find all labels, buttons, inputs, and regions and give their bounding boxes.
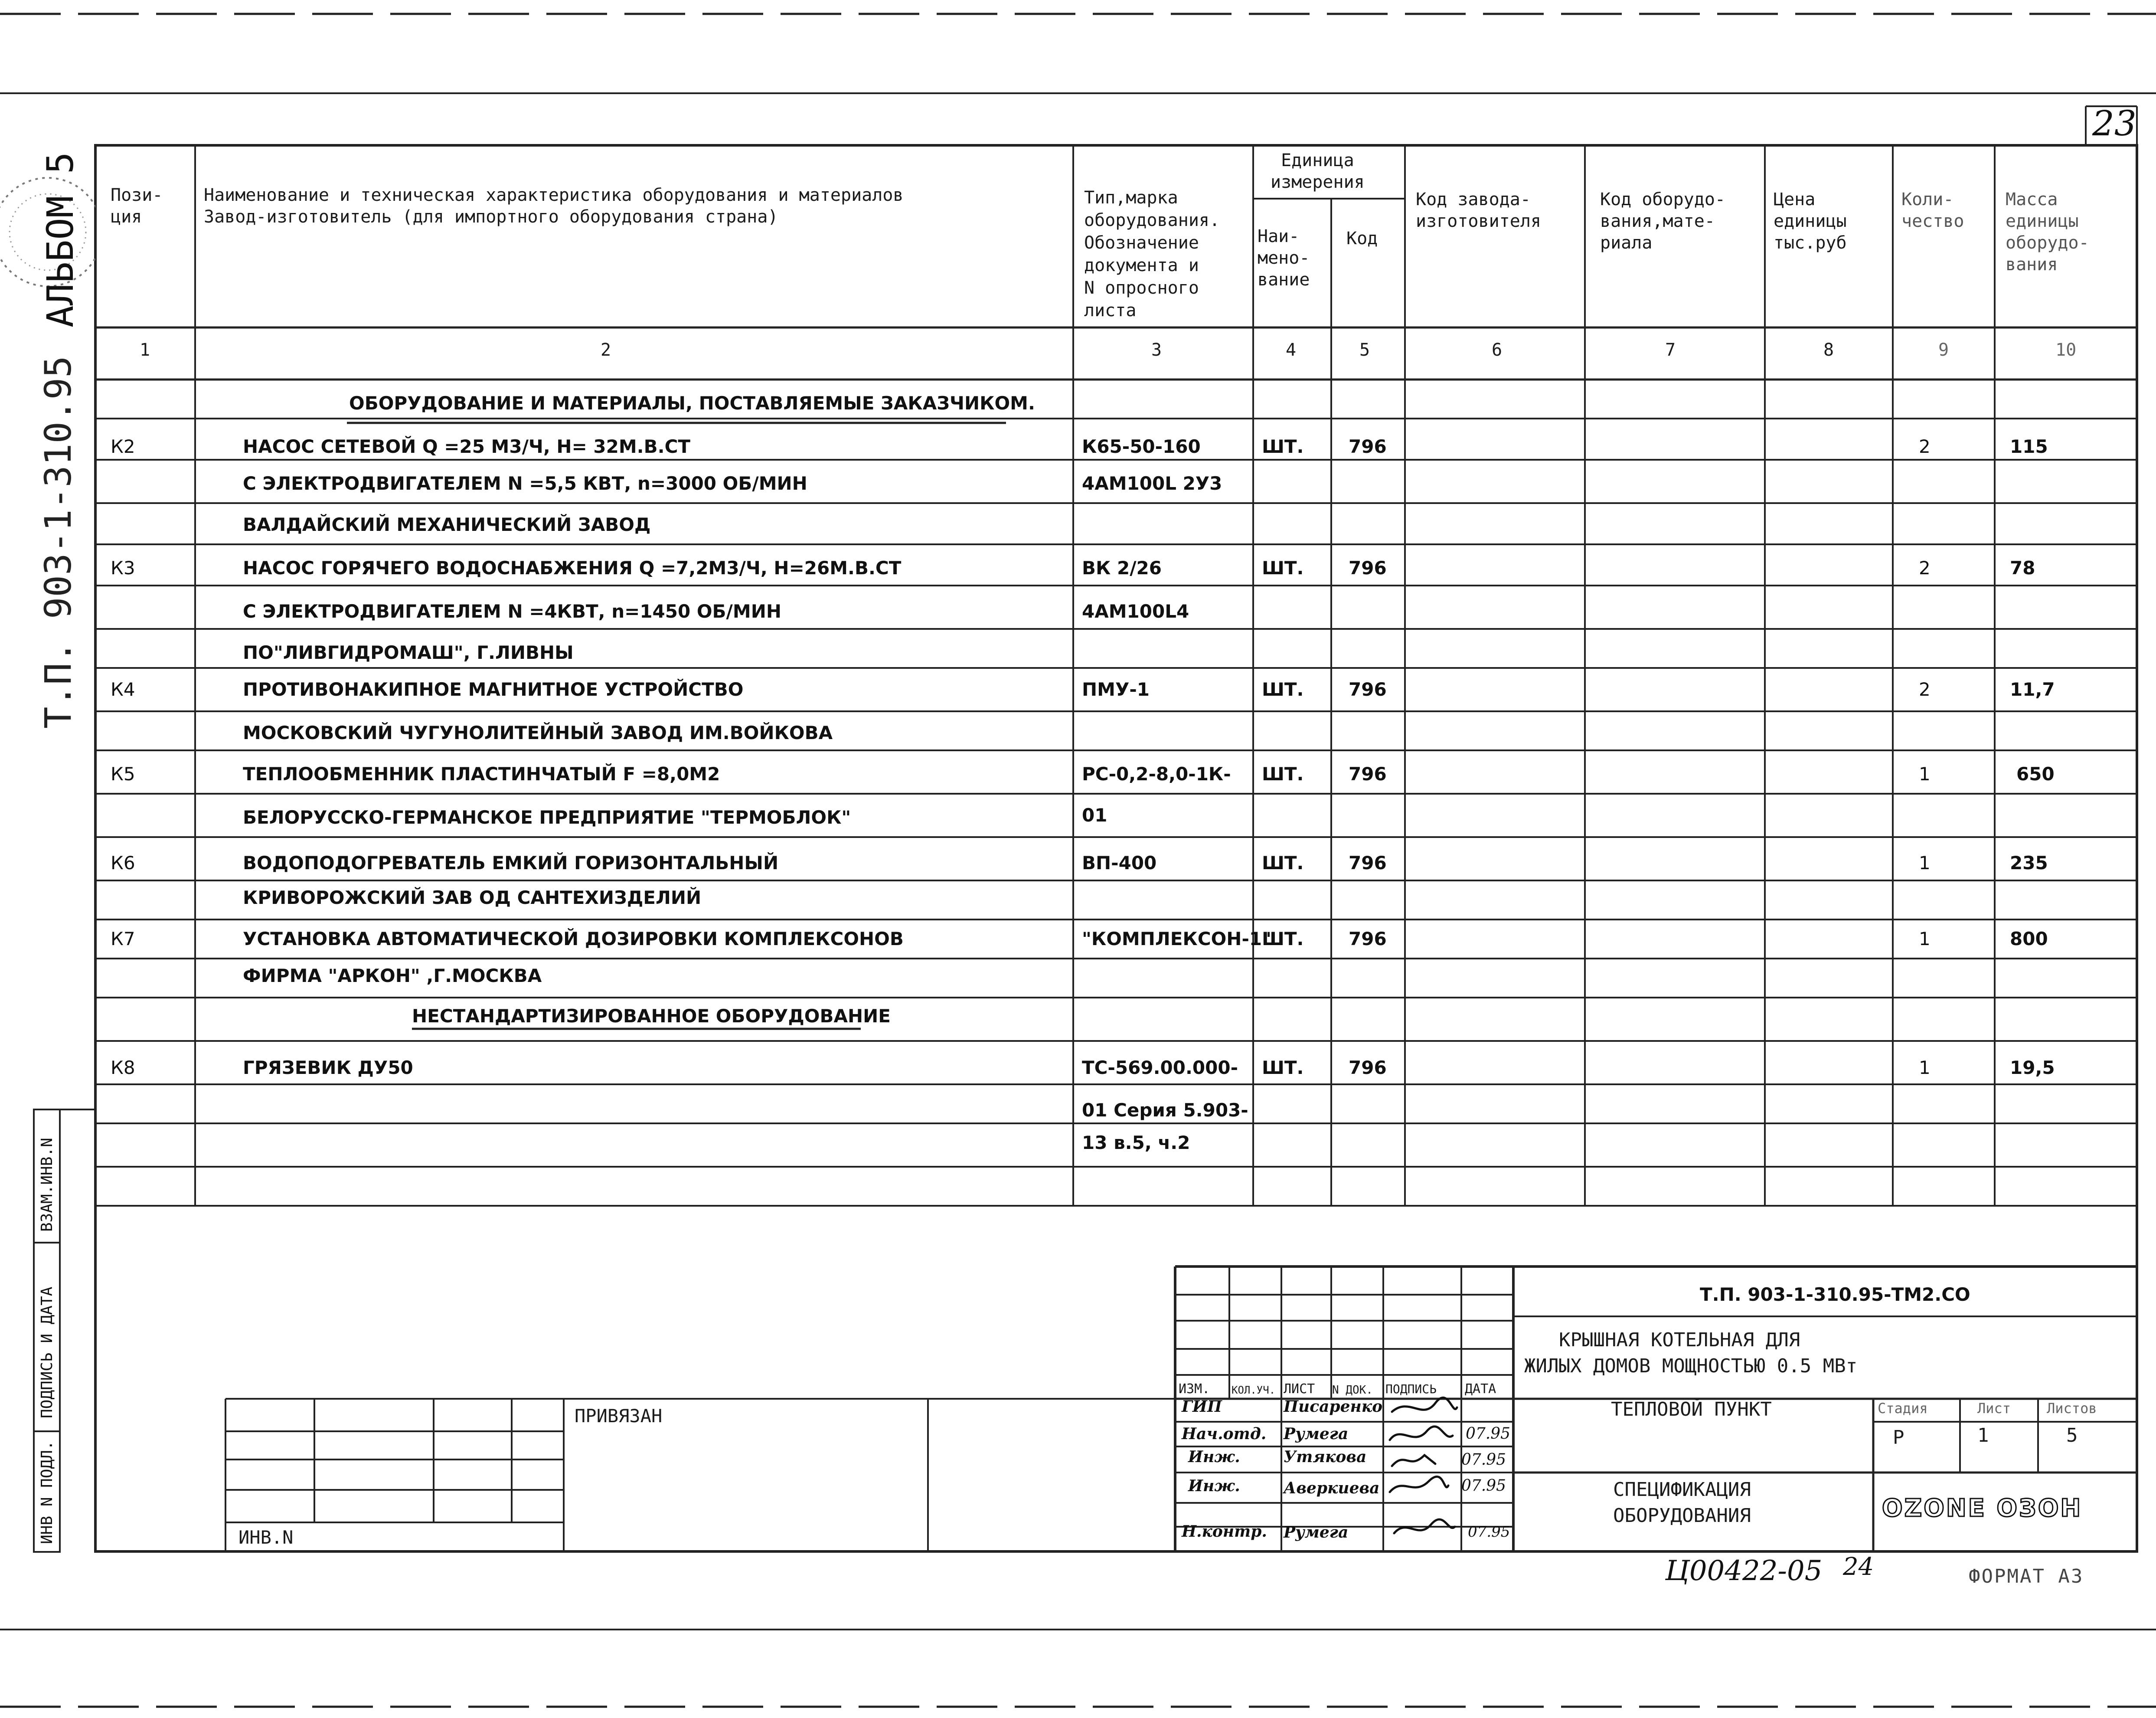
stamp-sheets-label: Листов <box>2047 1400 2097 1417</box>
row-code: 796 <box>1349 928 1387 949</box>
header-unit-name: Наи- мено- вание <box>1258 226 1310 290</box>
header-position: Пози- ция <box>111 185 163 227</box>
row-position: К5 <box>111 763 135 785</box>
page-number: 23 <box>2092 103 2136 144</box>
signer-name: Аверкиева <box>1284 1479 1380 1497</box>
row-mass: 19,5 <box>2010 1057 2055 1078</box>
signer-role: ГИП <box>1182 1397 1222 1416</box>
col-number: 4 <box>1286 340 1297 360</box>
signer-date: 07.95 <box>1461 1451 1506 1469</box>
header-qty: Коли- чество <box>1901 190 1964 231</box>
header-name-line1: Наименование и техническая характеристика оборудования и материалов <box>204 185 904 205</box>
header-type: Тип,марка оборудования. Обозначение документа и N опросного листа <box>1084 188 1220 321</box>
row-name: НАСОС СЕТЕВОЙ Q =25 М3/Ч, Н= 32М.В.СТ <box>243 436 691 457</box>
row-qty: 2 <box>1919 557 1931 579</box>
header-price: Цена единицы тыс.руб <box>1774 190 1847 253</box>
row-mass: 650 <box>2016 763 2055 785</box>
signer-date: 07.95 <box>1461 1477 1506 1495</box>
stamp-stage-label: Стадия <box>1878 1400 1928 1417</box>
stamp-sheet: 1 <box>1977 1424 1989 1446</box>
row-name: ВАЛДАЙСКИЙ МЕХАНИЧЕСКИЙ ЗАВОД <box>243 514 651 535</box>
row-name: МОСКОВСКИЙ ЧУГУНОЛИТЕЙНЫЙ ЗАВОД ИМ.ВОЙКОВА <box>243 722 833 743</box>
row-name: БЕЛОРУССКО-ГЕРМАНСКОЕ ПРЕДПРИЯТИЕ "ТЕРМОБЛОК" <box>243 807 851 828</box>
col-number: 3 <box>1151 340 1162 360</box>
stamp-object-title: ЖИЛЫХ ДОМОВ МОЩНОСТЬЮ 0.5 МВт <box>1524 1355 1858 1377</box>
side-code: Т.П. 903-1-310.95 <box>37 356 79 729</box>
col-number: 8 <box>1823 340 1834 360</box>
format-label: ФОРМАТ А3 <box>1969 1565 2084 1587</box>
archive-number: Ц00422-05 <box>1665 1555 1823 1587</box>
signer-name: Утякова <box>1284 1448 1367 1466</box>
stamp-doc-title: ОБОРУДОВАНИЯ <box>1613 1505 1751 1527</box>
stamp-object-title: КРЫШНАЯ КОТЕЛЬНАЯ ДЛЯ <box>1559 1329 1800 1351</box>
row-type: РС-0,2-8,0-1К- <box>1082 763 1231 785</box>
row-name: ФИРМА "АРКОН" ,Г.МОСКВА <box>243 965 542 986</box>
row-type: ПМУ-1 <box>1082 679 1150 700</box>
col-number: 6 <box>1492 340 1503 360</box>
row-unit: ШТ. <box>1262 763 1304 785</box>
col-number: 9 <box>1938 340 1949 360</box>
signer-name: Писаренко <box>1284 1397 1383 1416</box>
stamp-doc-title: СПЕЦИФИКАЦИЯ <box>1613 1479 1751 1501</box>
stamp-doc-code: Т.П. 903-1-310.95-ТМ2.СО <box>1700 1284 1970 1305</box>
stamp-col-header: КОЛ.УЧ. <box>1232 1384 1276 1396</box>
row-name: КРИВОРОЖСКИЙ ЗАВ ОД САНТЕХИЗДЕЛИЙ <box>243 887 702 908</box>
col-number: 2 <box>601 340 611 360</box>
col-number: 10 <box>2055 340 2077 360</box>
row-mass: 235 <box>2010 852 2048 874</box>
header-equip-code: Код оборудо- вания,мате- риала <box>1600 190 1725 253</box>
strip-inv: ИНВ N ПОДЛ. <box>38 1440 56 1544</box>
row-type: ВК 2/26 <box>1082 557 1162 579</box>
row-unit: ШТ. <box>1262 557 1304 579</box>
signature-marks <box>1383 1394 1461 1551</box>
row-type: 01 Серия 5.903- <box>1082 1100 1248 1121</box>
row-type: 01 <box>1082 805 1107 826</box>
row-qty: 2 <box>1919 679 1931 700</box>
section-heading: ОБОРУДОВАНИЕ И МАТЕРИАЛЫ, ПОСТАВЛЯЕМЫЕ ЗАКАЗЧИКОМ. <box>349 393 1035 414</box>
header-mass: Масса единицы оборудо- вания <box>2006 190 2089 275</box>
row-unit: ШТ. <box>1262 436 1304 457</box>
row-position: К8 <box>111 1057 135 1078</box>
row-type: 13 в.5, ч.2 <box>1082 1132 1190 1153</box>
row-name: НАСОС ГОРЯЧЕГО ВОДОСНАБЖЕНИЯ Q =7,2М3/Ч, Н=26М.В.СТ <box>243 557 902 579</box>
col-number: 5 <box>1359 340 1370 360</box>
stamp-col-header: ПОДПИСЬ <box>1385 1382 1437 1396</box>
row-position: К7 <box>111 928 135 949</box>
binding-inv: ИНВ.N <box>238 1527 294 1548</box>
header-unit-group: Единица измерения <box>1271 151 1365 192</box>
row-code: 796 <box>1349 436 1387 457</box>
ozon-logo: OZONE ОЗОН <box>1882 1494 2083 1522</box>
row-mass: 115 <box>2010 436 2048 457</box>
stamp-sheet-label: Лист <box>1977 1400 2011 1417</box>
signer-role: Инж. <box>1188 1477 1240 1495</box>
row-qty: 2 <box>1919 436 1931 457</box>
row-type: К65-50-160 <box>1082 436 1201 457</box>
stamp-sheets: 5 <box>2066 1424 2078 1446</box>
row-name: ВОДОПОДОГРЕВАТЕЛЬ ЕМКИЙ ГОРИЗОНТАЛЬНЫЙ <box>243 852 779 874</box>
row-position: К4 <box>111 679 135 700</box>
col-number: 1 <box>140 340 150 360</box>
stamp-stage: Р <box>1893 1427 1904 1449</box>
signer-date: 07.95 <box>1466 1425 1511 1443</box>
row-position: К3 <box>111 557 135 579</box>
row-name: ТЕПЛООБМЕННИК ПЛАСТИНЧАТЫЙ F =8,0М2 <box>243 763 720 785</box>
row-unit: ШТ. <box>1262 928 1304 949</box>
row-code: 796 <box>1349 1057 1387 1078</box>
row-qty: 1 <box>1919 852 1931 874</box>
row-name: С ЭЛЕКТРОДВИГАТЕЛЕМ N =4КВТ, n=1450 ОБ/МИН <box>243 601 781 622</box>
signer-date: 07.95 <box>1468 1523 1510 1541</box>
row-code: 796 <box>1349 679 1387 700</box>
strip-vzam: ВЗАМ.ИНВ.N <box>38 1138 56 1232</box>
archive-sheet: 24 <box>1843 1553 1874 1581</box>
row-mass: 800 <box>2010 928 2048 949</box>
row-type: 4АМ100L 2У3 <box>1082 473 1222 494</box>
header-name-line2: Завод-изготовитель (для импортного оборудования страна) <box>204 207 778 227</box>
row-name: ГРЯЗЕВИК ДУ50 <box>243 1057 413 1078</box>
row-unit: ШТ. <box>1262 679 1304 700</box>
stamp-col-header: ИЗМ. <box>1179 1381 1210 1397</box>
row-type: ВП-400 <box>1082 852 1157 874</box>
header-unit-code: Код <box>1346 229 1378 249</box>
signer-name: Румега <box>1284 1425 1349 1443</box>
signer-role: Н.контр. <box>1182 1522 1267 1541</box>
stamp-col-header: ДАТА <box>1465 1381 1496 1397</box>
stamp-col-header: ЛИСТ <box>1284 1381 1315 1397</box>
row-type: "КОМПЛЕКСОН-1" <box>1082 928 1271 949</box>
stamp-col-header: N ДОК. <box>1332 1384 1373 1397</box>
row-qty: 1 <box>1919 763 1931 785</box>
col-number: 7 <box>1665 340 1676 360</box>
header-maker-code: Код завода- изготовителя <box>1416 190 1541 231</box>
row-position: К6 <box>111 852 135 874</box>
row-type: ТС-569.00.000- <box>1082 1057 1238 1078</box>
row-qty: 1 <box>1919 928 1931 949</box>
row-position: К2 <box>111 436 135 457</box>
signer-name: Румега <box>1284 1523 1349 1541</box>
section-heading: НЕСТАНДАРТИЗИРОВАННОЕ ОБОРУДОВАНИЕ <box>412 1005 891 1027</box>
row-name: УСТАНОВКА АВТОМАТИЧЕСКОЙ ДОЗИРОВКИ КОМПЛЕКСОНОВ <box>243 928 904 949</box>
album-label: АЛЬБОМ 5 <box>39 152 82 327</box>
row-qty: 1 <box>1919 1057 1931 1078</box>
row-type: 4АМ100L4 <box>1082 601 1189 622</box>
row-code: 796 <box>1349 763 1387 785</box>
binding-label: ПРИВЯЗАН <box>575 1405 663 1427</box>
row-unit: ШТ. <box>1262 852 1304 874</box>
row-name: ПРОТИВОНАКИПНОЕ МАГНИТНОЕ УСТРОЙСТВО <box>243 679 744 700</box>
strip-sign: ПОДПИСЬ И ДАТА <box>38 1286 56 1418</box>
row-code: 796 <box>1349 557 1387 579</box>
row-mass: 78 <box>2010 557 2035 579</box>
row-name: С ЭЛЕКТРОДВИГАТЕЛЕМ N =5,5 КВТ, n=3000 ОБ/МИН <box>243 473 807 494</box>
signer-role: Инж. <box>1188 1448 1240 1466</box>
row-name: ПО"ЛИВГИДРОМАШ", Г.ЛИВНЫ <box>243 642 574 663</box>
row-unit: ШТ. <box>1262 1057 1304 1078</box>
row-code: 796 <box>1349 852 1387 874</box>
signer-role: Нач.отд. <box>1182 1425 1267 1443</box>
row-mass: 11,7 <box>2010 679 2055 700</box>
stamp-section: ТЕПЛОВОЙ ПУНКТ <box>1611 1398 1772 1420</box>
